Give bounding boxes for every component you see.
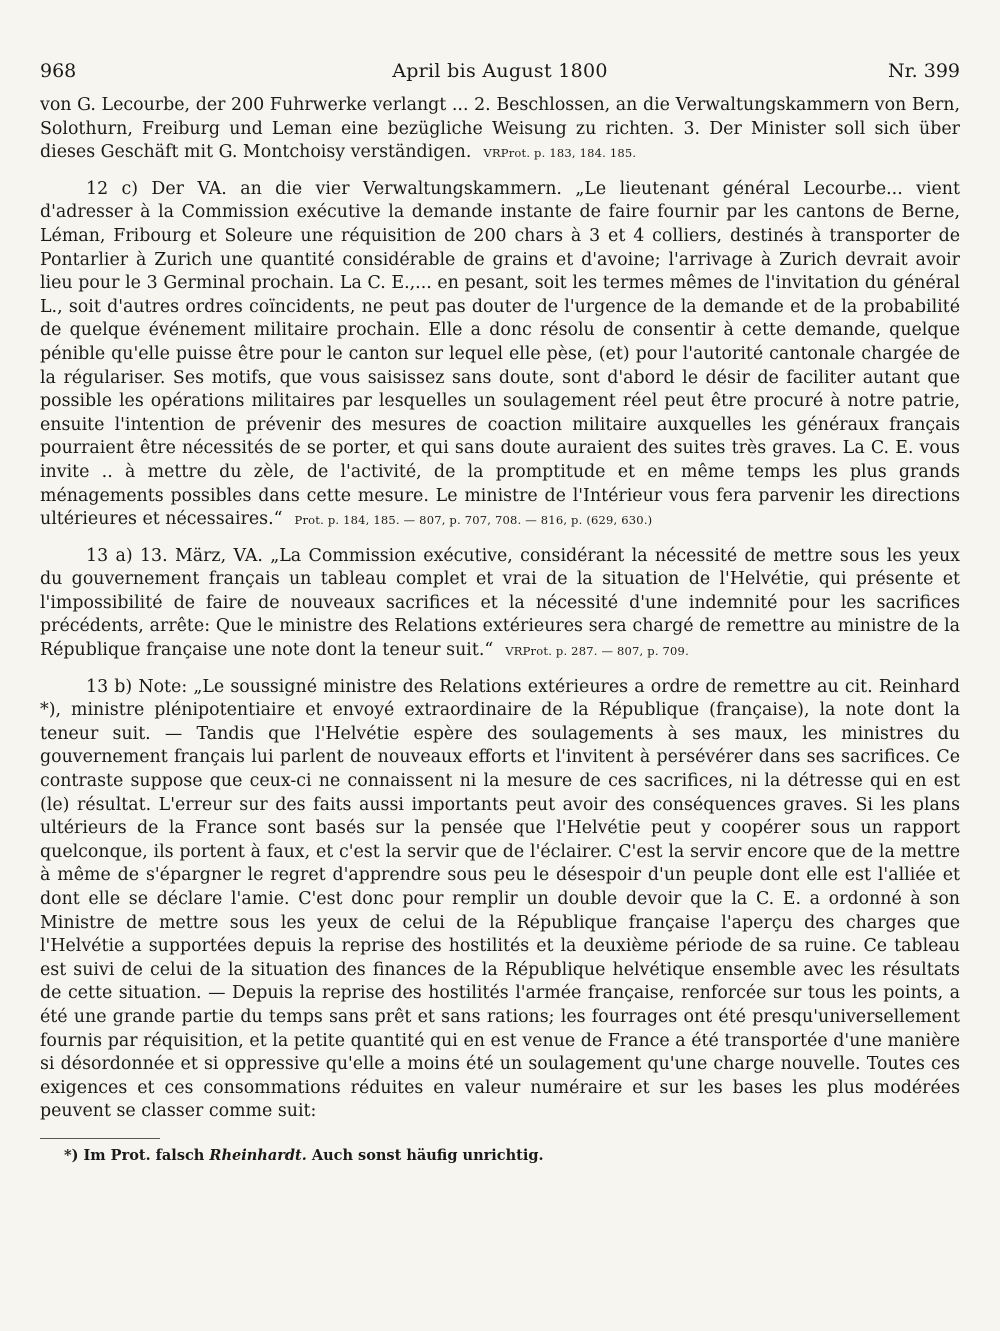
paragraph-text: von G. Lecourbe, der 200 Fuhrwerke verlangt ... 2. Beschlossen, an die Verwaltungskammern von Bern, Solothurn, Freiburg und Leman eine bezügliche Weisung zu richten. 3. Der Minister soll sich über dieses Geschäft mit G. Montchoisy verständigen. bbox=[40, 95, 960, 163]
page-number: 968 bbox=[40, 60, 77, 82]
footnote-name: Rheinhardt. bbox=[209, 1146, 307, 1164]
paragraph-13b bbox=[40, 676, 960, 1124]
paragraph-continuation bbox=[40, 94, 960, 166]
protocol-reference: VRProt. p. 183, 184. 185. bbox=[483, 146, 637, 161]
footnote-prefix: *) Im Prot. falsch bbox=[64, 1146, 205, 1164]
footnote-suffix: Auch sonst häufig unrichtig. bbox=[311, 1146, 544, 1164]
paragraph-text: 13 a) 13. März, VA. „La Commission exécutive, considérant la nécessité de mettre sous les yeux du gouvernement français un tableau complet et vrai de la situation de l'Helvétie, qui présente et l'impossibilité de faire de nouveaux sacrifices et la nécessité d'une indemnité pour les sacrifices précédents, arrête: Que le ministre des Relations extérieures sera chargé de remettre au ministre de la République française une note dont la teneur suit.“ bbox=[40, 545, 960, 661]
footnote bbox=[40, 1147, 960, 1164]
running-title: April bis August 1800 bbox=[392, 60, 608, 82]
paragraph-12c bbox=[40, 178, 960, 533]
document-number: Nr. 399 bbox=[888, 60, 960, 82]
page-header bbox=[40, 60, 960, 94]
protocol-reference: VRProt. p. 287. — 807, p. 709. bbox=[505, 644, 689, 659]
paragraph-13a bbox=[40, 545, 960, 664]
protocol-reference: Prot. p. 184, 185. — 807, p. 707, 708. — 816, p. (629, 630.) bbox=[294, 513, 653, 528]
paragraph-text: 12 c) Der VA. an die vier Verwaltungskammern. „Le lieutenant général Lecourbe... vient d'adresser à la Commission exécutive la demande instante de faire fournir par les cantons de Berne, Léman, Fribourg et Soleure une réquisition de 200 chars à 3 et 4 colliers, destinés à transporter de Pontarlier à Zurich une quantité considérable de grains et d'avoine; l'arrivage à Zurich devrait avoir lieu pour le 3 Germinal prochain. La C. E.,... en pesant, soit les termes mêmes de l'invitation du général L., soit d'autres ordres coïncidents, ne peut pas douter de l'urgence de la demande et de la probabilité de quelque événement militaire prochain. Elle a donc résolu de consentir à cette demande, quelque pénible qu'elle puisse être pour le canton sur lequel elle pèse, (et) pour l'autorité cantonale chargée de la régulariser. Ses motifs, que vous saisissez sans doute, sont d'abord le désir de faciliter autant que possible les opérations militaires par lesquelles un soulagement réel peut être procuré à notre patrie, ensuite l'intention de prévenir des mesures de coaction militaire auxquelles les généraux français pourraient être nécessités de se porter, et qui sans doute auraient des suites très graves. La C. E. vous invite .. à mettre du zèle, de l'activité, de la promptitude et en même temps les plus grands ménagements possibles dans cette mesure. Le ministre de l'Intérieur vous fera parvenir les directions ultérieures et nécessaires.“ bbox=[40, 178, 960, 530]
footnote-divider bbox=[40, 1138, 160, 1139]
paragraph-text: 13 b) Note: „Le soussigné ministre des Relations extérieures a ordre de remettre au cit. Reinhard *), ministre plénipotentiaire et envoyé extraordinaire de la République (française), la note dont la teneur suit. — Tandis que l'Helvétie espère des soulagements à ses maux, les ministres du gouvernement français lui parlent de nouveaux efforts et l'invitent à persévérer dans ses sacrifices. Ce contraste suppose que ceux-ci ne connaissent ni la mesure de ces sacrifices, ni la détresse qui en est (le) résultat. L'erreur sur des faits aussi importants peut avoir des conséquences graves. Si les plans ultérieurs de la France sont basés sur la pensée que l'Helvétie peut y coopérer sous un rapport quelconque, ils portent à faux, et c'est la servir que de l'éclairer. C'est la servir encore que de la mettre à même de s'épargner le regret d'apprendre sous peu le désespoir d'un peuple dont elle est l'alliée et dont elle se déclare l'amie. C'est donc pour remplir un double devoir que la C. E. a ordonné à son Ministre de mettre sous les yeux de celui de la République française l'aperçu des charges que l'Helvétie a supportées depuis la reprise des hostilités et la deuxième période de sa ruine. Ce tableau est suivi de celui de la situation des finances de la République helvétique ensemble avec les résultats de cette situation. — Depuis la reprise des hostilités l'armée française, renforcée sur tous les points, a été une grande partie du temps sans prêt et sans rations; les fourrages ont été presqu'universellement fournis par réquisition, et la petite quantité qui en est venue de France a été transportée d'une manière si désordonnée et si oppressive qu'elle a moins été un soulagement qu'une charge nouvelle. Toutes ces exigences et ces consommations réduites en valeur numéraire et sur les bases les plus modérées peuvent se classer comme suit: bbox=[40, 676, 960, 1122]
